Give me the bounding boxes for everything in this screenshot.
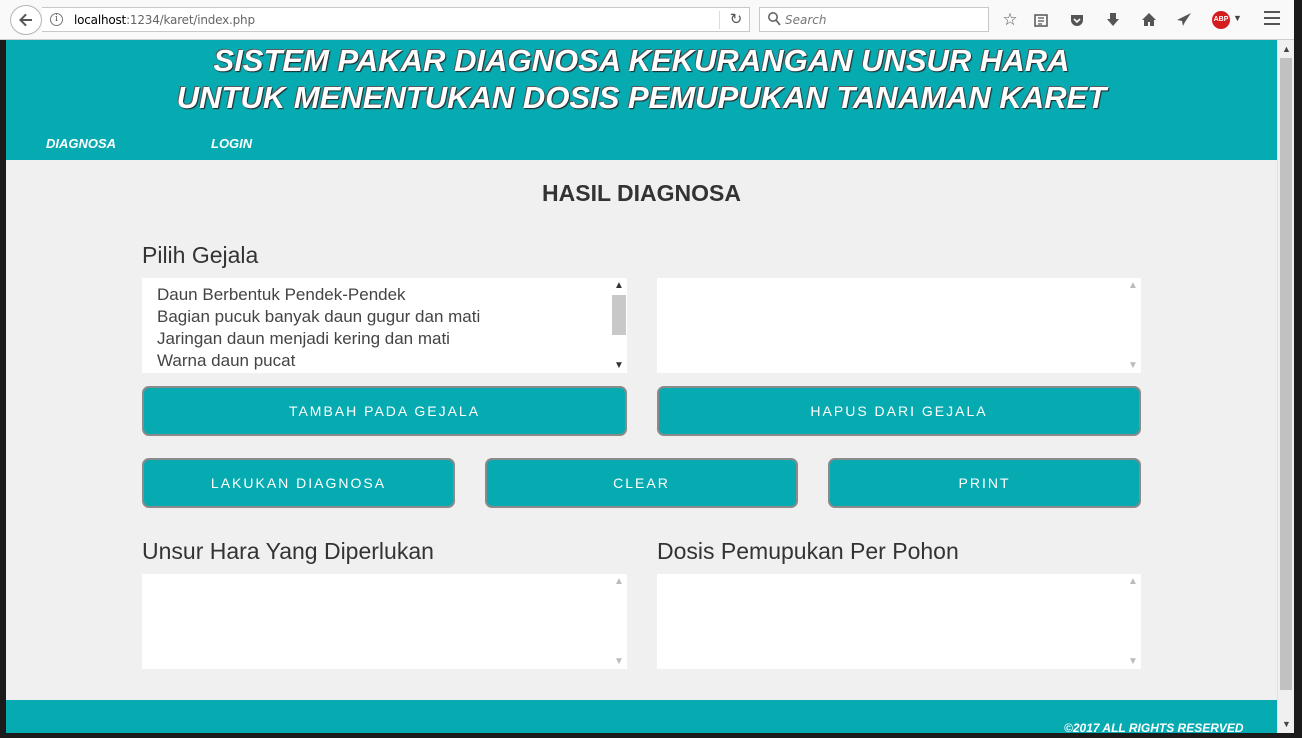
chevron-up-icon[interactable]: ▲	[614, 280, 624, 291]
unsur-hara-label: Unsur Hara Yang Diperlukan	[142, 538, 434, 564]
search-placeholder: Search	[785, 13, 827, 27]
page-title	[6, 42, 1277, 116]
address-bar[interactable]	[42, 7, 750, 32]
nav-item-login[interactable]: LOGIN	[211, 136, 253, 151]
listbox-scrollbar[interactable]	[611, 278, 627, 373]
unsur-hara-output[interactable]	[142, 574, 627, 669]
send-icon[interactable]	[1173, 9, 1195, 31]
adblock-icon[interactable]: ABP	[1212, 11, 1230, 29]
chevron-down-icon[interactable]: ▼	[1233, 13, 1242, 23]
list-item[interactable]: Jaringan daun menjadi kering dan mati	[157, 329, 450, 348]
list-item[interactable]: Bagian pucuk banyak daun gugur dan mati	[157, 307, 481, 326]
reading-list-icon[interactable]	[1030, 9, 1052, 31]
window-frame	[0, 733, 1302, 738]
reload-icon[interactable]: ↻	[729, 11, 743, 28]
gejala-listbox[interactable]	[142, 278, 627, 373]
site-footer	[6, 700, 1277, 733]
info-icon[interactable]: i	[50, 13, 63, 26]
tambah-gejala-button[interactable]: TAMBAH PADA GEJALA	[142, 386, 627, 436]
url-text[interactable]: localhost:1234/karet/index.php	[74, 13, 255, 27]
site-header	[6, 40, 1277, 160]
browser-toolbar	[0, 0, 1302, 40]
home-icon[interactable]	[1138, 9, 1160, 31]
page-viewport	[6, 40, 1277, 733]
listbox-scrollbar[interactable]	[1125, 574, 1141, 669]
window-frame	[1294, 0, 1302, 738]
diagnosa-button[interactable]: LAKUKAN DIAGNOSA	[142, 458, 455, 508]
title-line-2: UNTUK MENENTUKAN DOSIS PEMUPUKAN TANAMAN KARET	[176, 80, 1107, 115]
dosis-output[interactable]	[657, 574, 1141, 669]
listbox-scrollbar[interactable]	[611, 574, 627, 669]
list-item[interactable]: Daun Berbentuk Pendek-Pendek	[157, 285, 406, 304]
search-input[interactable]	[759, 7, 989, 32]
chevron-down-icon[interactable]: ▼	[1128, 360, 1138, 371]
page-scrollbar[interactable]	[1277, 40, 1294, 733]
pilih-gejala-label: Pilih Gejala	[142, 242, 259, 268]
divider	[719, 11, 720, 29]
listbox-scrollbar[interactable]	[1125, 278, 1141, 373]
window-frame	[0, 40, 6, 738]
chevron-down-icon[interactable]: ▼	[1128, 656, 1138, 667]
selected-gejala-listbox[interactable]	[657, 278, 1141, 373]
dosis-label: Dosis Pemupukan Per Pohon	[657, 538, 959, 564]
chevron-down-icon[interactable]: ▼	[1282, 719, 1291, 729]
chevron-up-icon[interactable]: ▲	[614, 576, 624, 587]
chevron-up-icon[interactable]: ▲	[1282, 44, 1291, 54]
section-heading: HASIL DIAGNOSA	[542, 180, 741, 206]
print-button[interactable]: PRINT	[828, 458, 1141, 508]
chevron-up-icon[interactable]: ▲	[1128, 576, 1138, 587]
download-icon[interactable]	[1102, 9, 1124, 31]
back-button[interactable]	[10, 5, 42, 35]
bookmark-star-icon[interactable]: ☆	[1002, 10, 1018, 29]
chevron-up-icon[interactable]: ▲	[1128, 280, 1138, 291]
hapus-gejala-button[interactable]: HAPUS DARI GEJALA	[657, 386, 1141, 436]
chevron-down-icon[interactable]: ▼	[614, 656, 624, 667]
clear-button[interactable]: CLEAR	[485, 458, 798, 508]
list-item[interactable]: Warna daun pucat	[157, 351, 296, 370]
scroll-thumb[interactable]	[1280, 58, 1292, 690]
pocket-icon[interactable]	[1066, 9, 1088, 31]
chevron-down-icon[interactable]: ▼	[614, 360, 624, 371]
search-icon	[767, 11, 781, 27]
scroll-thumb[interactable]	[612, 295, 626, 335]
nav-item-diagnosa[interactable]: DIAGNOSA	[46, 136, 117, 151]
hamburger-menu-icon[interactable]	[1264, 11, 1280, 25]
arrow-left-icon	[18, 12, 34, 28]
copyright-text: ©2017 ALL RIGHTS RESERVED	[1064, 721, 1244, 733]
title-line-1: SISTEM PAKAR DIAGNOSA KEKURANGAN UNSUR HARA	[213, 43, 1070, 78]
